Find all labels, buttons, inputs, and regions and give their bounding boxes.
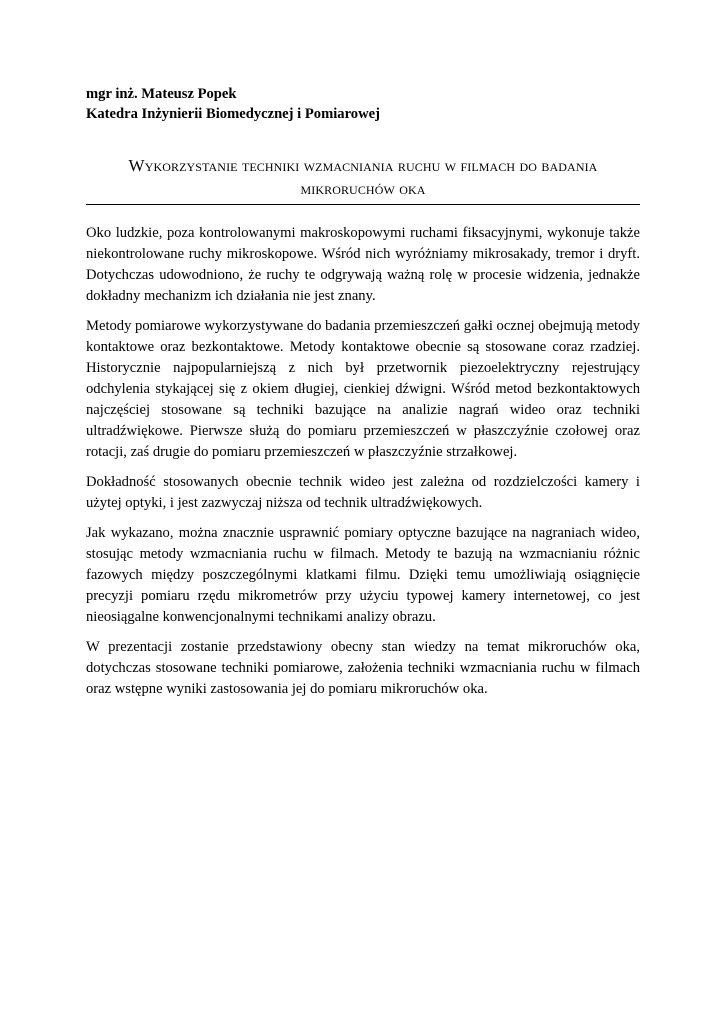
author-name: mgr inż. Mateusz Popek: [86, 86, 237, 102]
document-page: [86, 84, 640, 709]
paragraph-4: Jak wykazano, można znacznie usprawnić pomiary optyczne bazujące na nagraniach wideo, stosując metody wzmacniania ruchu w filmach. Metody te bazują na wzmacnianiu różnic fazowych między poszczególnymi klatkami filmu. Dzięki temu umożliwiają osiągnięcie precyzji pomiaru rzędu mikrometrów przy użyciu typowej kamery internetowej, co jest nieosiągalne konwencjonalnymi technikami analizy obrazu.: [86, 525, 640, 625]
paragraph-3: Dokładność stosowanych obecnie technik wideo jest zależna od rozdzielczości kamery i użytej optyki, i jest zazwyczaj niższa od technik ultradźwiękowych.: [86, 474, 640, 511]
paragraph-2: Metody pomiarowe wykorzystywane do badania przemieszczeń gałki ocznej obejmują metody kontaktowe oraz bezkontaktowe. Metody kontaktowe obecnie są stosowane coraz rzadziej. Historycznie najpopularniejszą z nich był przetwornik piezoelektryczny rejestrujący odchylenia stykającej się z okiem długiej, cienkiej dźwigni. Wśród metod bezkontaktowych najczęściej stosowane są techniki bazujące na analizie nagrań wideo oraz techniki ultradźwiękowe. Pierwsze służą do pomiaru przemieszczeń w płaszczyźnie czołowej oraz rotacji, zaś drugie do pomiaru przemieszczeń w płaszczyźnie strzałkowej.: [86, 318, 640, 460]
author-affiliation: Katedra Inżynierii Biomedycznej i Pomiarowej: [86, 106, 380, 122]
paragraph-1: Oko ludzkie, poza kontrolowanymi makroskopowymi ruchami fiksacyjnymi, wykonuje także niekontrolowane ruchy mikroskopowe. Wśród nich wyróżniamy mikrosakady, tremor i dryft. Dotychczas udowodniono, że ruchy te odgrywają ważną rolę w procesie widzenia, jednakże dokładny mechanizm ich działania nie jest znany.: [86, 225, 640, 304]
document-title: Wykorzystanie techniki wzmacniania ruchu w filmach do badania mikroruchów oka: [86, 154, 640, 205]
paragraph-5: W prezentacji zostanie przedstawiony obecny stan wiedzy na temat mikroruchów oka, dotychczas stosowane techniki pomiarowe, założenia techniki wzmacniania ruchu w filmach oraz wstępne wyniki zastosowania jej do pomiaru mikroruchów oka.: [86, 639, 640, 697]
abstract-body: [86, 223, 640, 700]
